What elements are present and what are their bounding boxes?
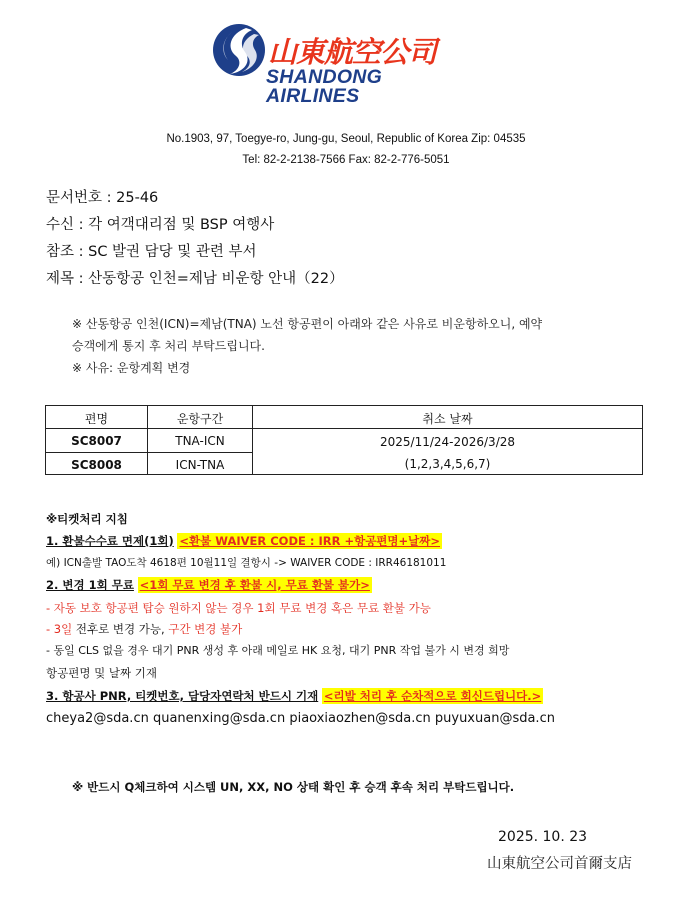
cancel-days: (1,2,3,4,5,6,7) <box>404 457 491 471</box>
item1-line <box>46 533 442 549</box>
address-line: No.1903, 97, Toegye-ro, Jung-gu, Seoul, Republic of Korea Zip: 04535 <box>166 133 526 145</box>
logo-chinese-name: 山東航空公司 <box>268 35 437 69</box>
item2-label: 2. 변경 1회 무료 <box>46 578 134 592</box>
item3-label: 3. 항공사 PNR, 티켓번호, 담당자연락처 반드시 기재 <box>46 689 319 703</box>
header-route: 운항구간 <box>176 412 224 426</box>
item2-line <box>46 577 372 593</box>
contact-emails: cheya2@sda.cn quanenxing@sda.cn piaoxiaozhen@sda.cn puyuxuan@sda.cn <box>46 711 555 726</box>
flight-table <box>45 405 643 475</box>
item1-example: 예) ICN출발 TAO도착 4618편 10월11일 결항시 -> WAIVER CODE : IRR46181011 <box>46 557 447 569</box>
header-flight: 편명 <box>84 412 109 426</box>
logo-english-line2: AIRLINES <box>266 85 360 107</box>
row-flight: SC8007 <box>71 434 122 448</box>
item1-label: 1. 환불수수료 면제(1회) <box>46 534 174 548</box>
item2-detail: 항공편명 및 날짜 기재 <box>46 666 157 680</box>
header-cancel-date: 취소 날짜 <box>422 412 473 426</box>
cancel-period: 2025/11/24-2026/3/28 <box>379 435 516 449</box>
item2-red-text: 구간 변경 불가 <box>168 622 243 636</box>
notice-line: ※ 산동항공 인천(ICN)=제남(TNA) 노선 항공편이 아래와 같은 사유로 비운항하오니, 예약 <box>72 317 543 331</box>
item3-line <box>46 688 543 704</box>
item2-highlight: <1회 무료 변경 후 환불 시, 무료 환불 불가> <box>139 578 370 592</box>
item1-highlight: <환불 WAIVER CODE : IRR +항공편명+날짜> <box>179 534 441 548</box>
footer-note: ※ 반드시 Q체크하여 시스템 UN, XX, NO 상태 확인 후 승객 후속 처리 부탁드립니다. <box>72 780 515 794</box>
logo-mark-icon <box>212 22 266 78</box>
recipient: 수신 : 각 여객대리점 및 BSP 여행사 <box>46 217 275 233</box>
reference: 참조 : SC 발권 담당 및 관련 부서 <box>46 244 257 260</box>
contact-line: Tel: 82-2-2138-7566 Fax: 82-2-776-5051 <box>242 154 450 166</box>
item2-text: 전후로 변경 가능, <box>72 622 169 636</box>
item2-detail: - 자동 보호 항공편 탑승 원하지 않는 경우 1회 무료 변경 혹은 무료 환불 가능 <box>46 601 431 615</box>
notice-line: 승객에게 통지 후 처리 부탁드립니다. <box>72 339 265 353</box>
item3-highlight: <리발 처리 후 순차적으로 회신드립니다.> <box>323 689 542 703</box>
airline-logo <box>212 20 474 106</box>
reason-line: ※ 사유: 운항계획 변경 <box>72 361 191 375</box>
subject: 제목 : 산동항공 인천=제남 비운항 안내（22） <box>46 271 344 287</box>
document-date: 2025. 10. 23 <box>498 829 588 845</box>
branch-name: 山東航空公司首爾支店 <box>487 856 632 872</box>
row-route: ICN-TNA <box>175 458 225 472</box>
row-route: TNA-ICN <box>175 434 225 448</box>
ticketing-title: ※티켓처리 지침 <box>46 512 128 526</box>
row-flight: SC8008 <box>71 458 122 472</box>
logo-english-line1: SHANDONG <box>266 66 383 88</box>
doc-number: 문서번호 : 25-46 <box>46 190 159 206</box>
item2-red-text: - 3일 <box>46 622 73 636</box>
item2-detail: - 동일 CLS 없을 경우 대기 PNR 생성 후 아래 메일로 HK 요청, 대기 PNR 작업 불가 시 변경 희망 <box>46 644 510 657</box>
item2-detail <box>46 621 242 637</box>
